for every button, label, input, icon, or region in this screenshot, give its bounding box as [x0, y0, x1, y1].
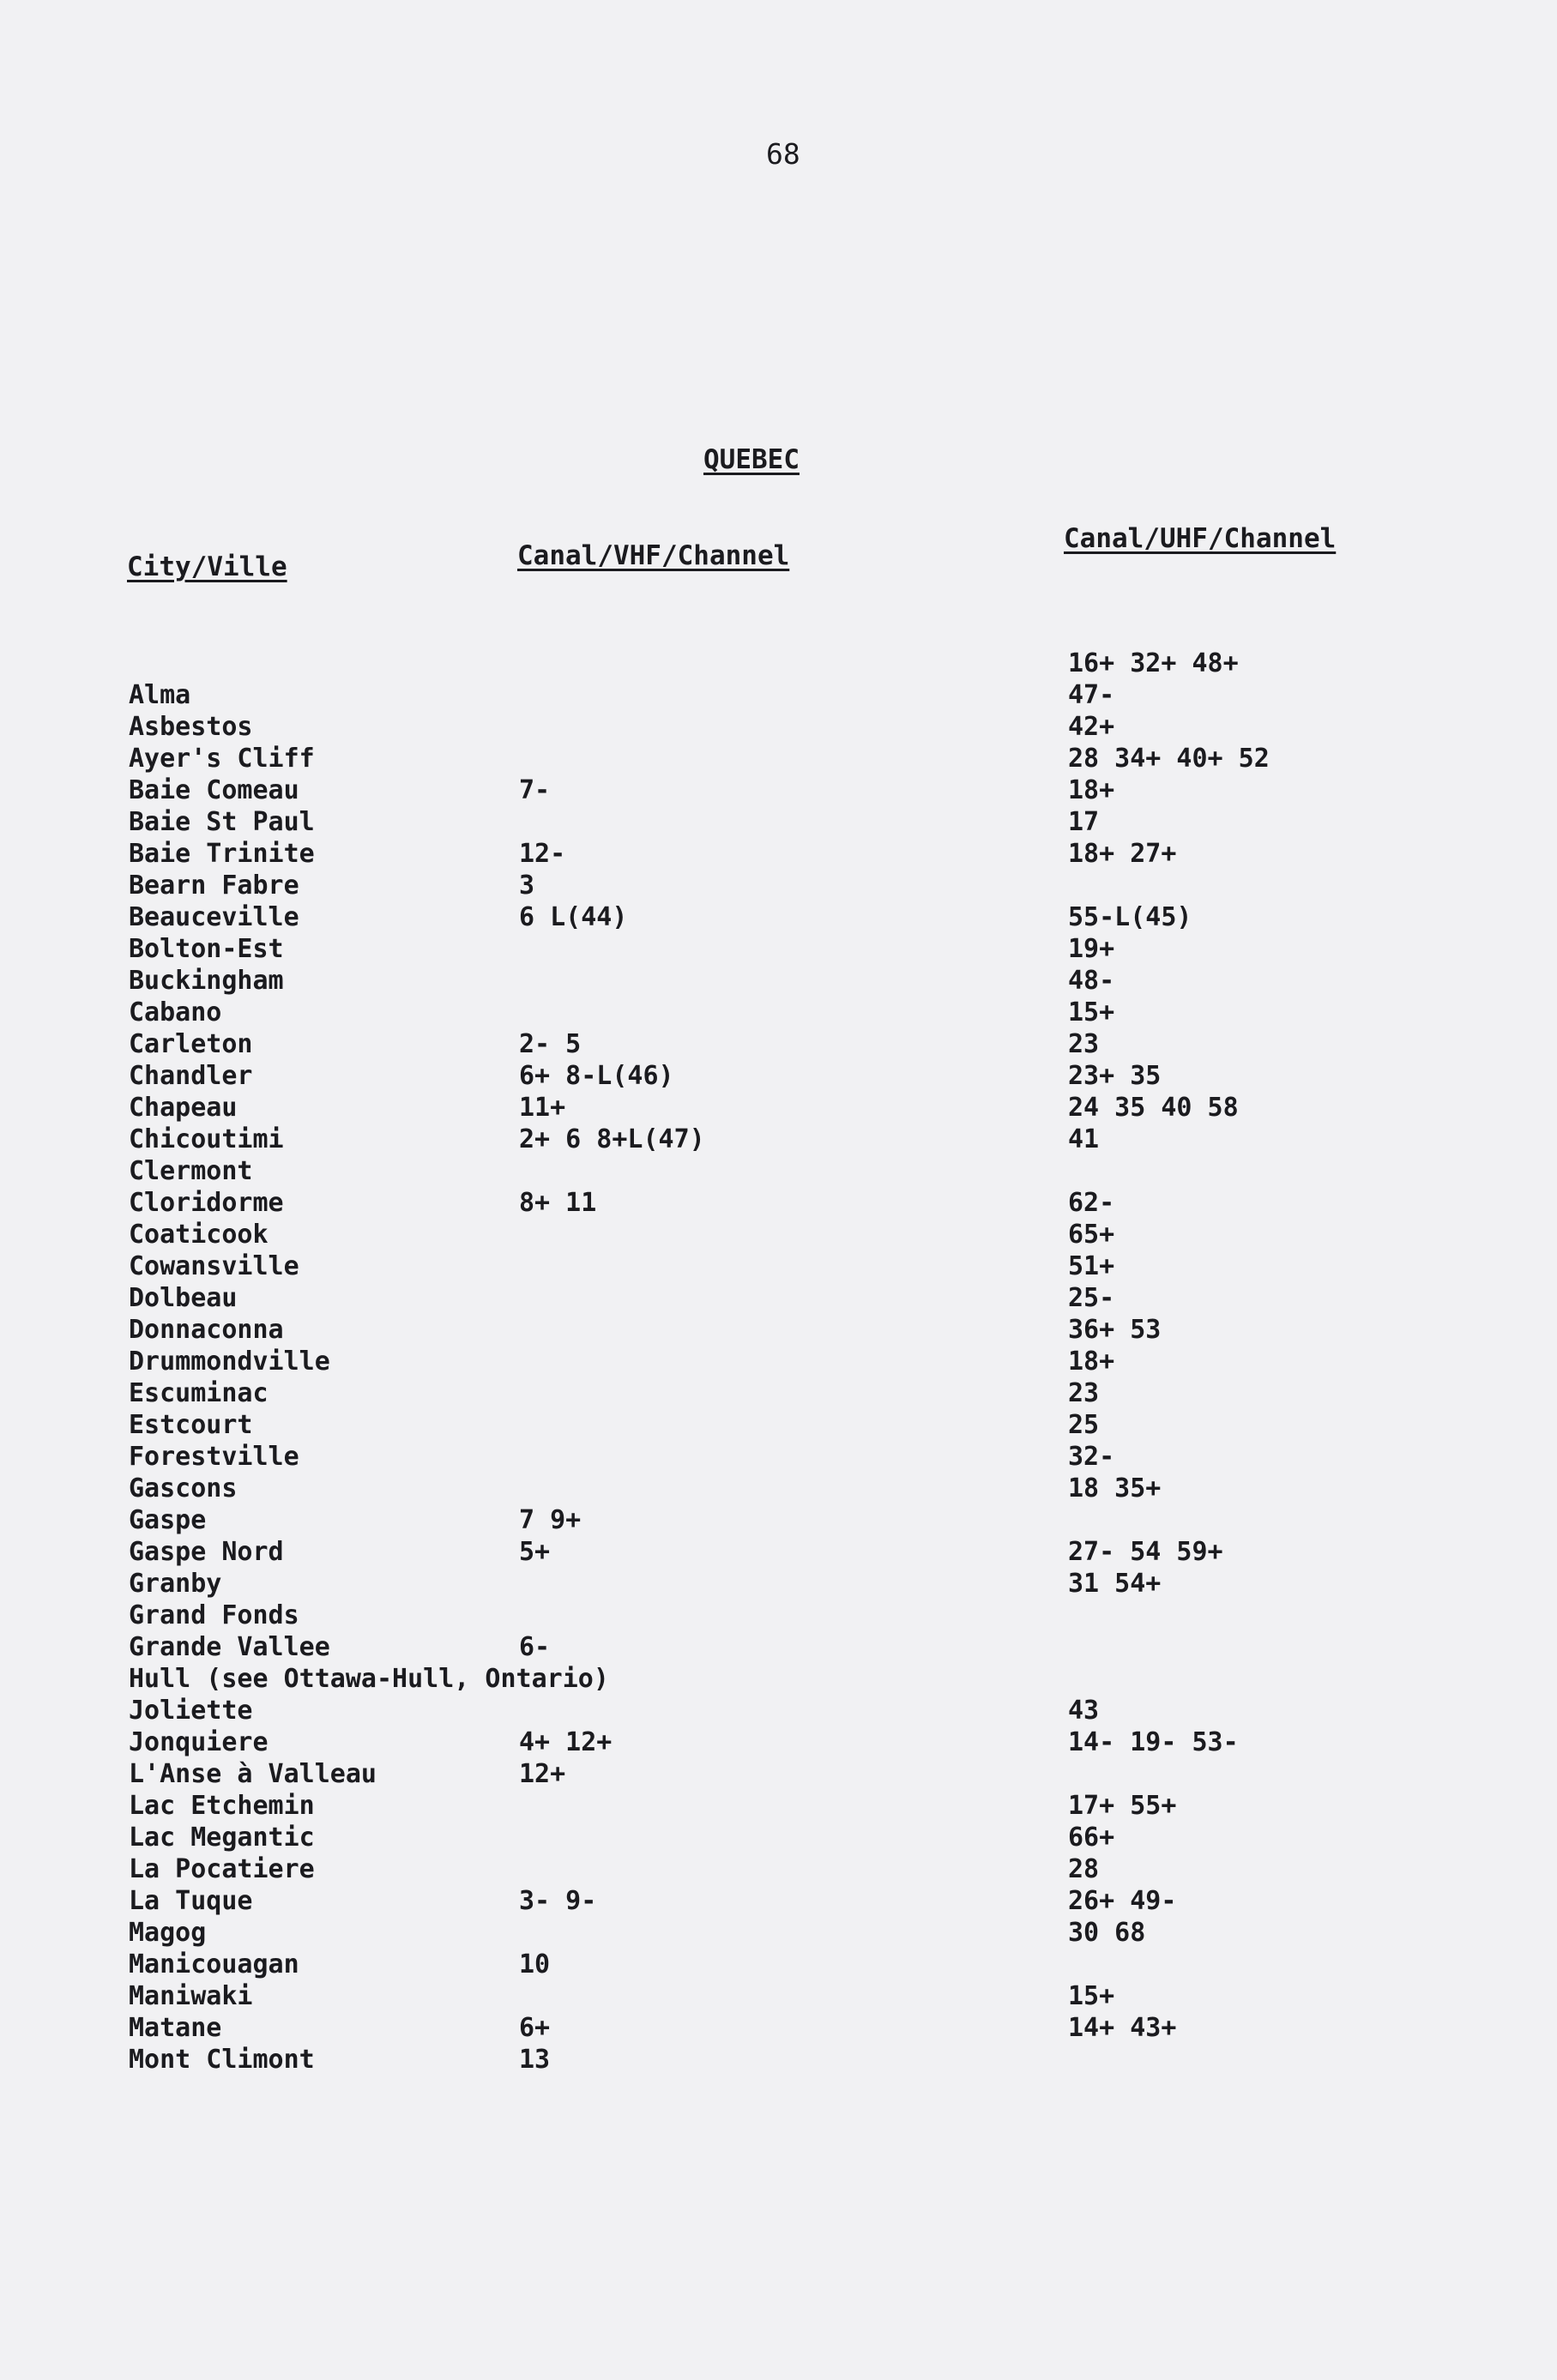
city-cell: Forestville: [129, 1442, 299, 1472]
uhf-channel-cell: 18+: [1068, 775, 1115, 805]
table-row: [0, 1917, 1557, 1949]
table-row: [0, 1314, 1557, 1346]
vhf-channel-cell: 6+: [519, 2013, 551, 2043]
city-cell: Ayer's Cliff: [129, 744, 315, 774]
uhf-channel-cell: 14- 19- 53-: [1068, 1727, 1239, 1757]
uhf-channel-cell: 18 35+: [1068, 1473, 1162, 1503]
uhf-channel-cell: 16+ 32+ 48+: [1068, 648, 1239, 678]
vhf-channel-cell: 13: [519, 2045, 551, 2075]
uhf-channel-cell: 15+: [1068, 1981, 1115, 2011]
vhf-channel-cell: 6-: [519, 1632, 551, 1662]
uhf-channel-cell: 28: [1068, 1854, 1100, 1884]
table-row: [0, 2012, 1557, 2044]
city-cell: Cloridorme: [129, 1188, 284, 1218]
city-cell: Gascons: [129, 1473, 238, 1503]
uhf-channel-cell: 26+ 49-: [1068, 1886, 1177, 1916]
table-row: [0, 1377, 1557, 1409]
vhf-channel-cell: 6+ 8-L(46): [519, 1061, 674, 1091]
table-row: [0, 901, 1557, 933]
column-header-city: City/Ville: [127, 551, 287, 582]
vhf-channel-cell: 4+ 12+: [519, 1727, 613, 1757]
table-row: [0, 1790, 1557, 1822]
vhf-channel-cell: 7-: [519, 775, 551, 805]
column-header-uhf: Canal/UHF/Channel: [1064, 523, 1337, 554]
city-cell: Bearn Fabre: [129, 871, 299, 901]
table-row: [0, 1663, 1557, 1695]
uhf-channel-cell: 17+ 55+: [1068, 1791, 1177, 1821]
vhf-channel-cell: 10: [519, 1949, 551, 1979]
uhf-channel-cell: 31 54+: [1068, 1569, 1162, 1599]
vhf-channel-cell: 12+: [519, 1759, 566, 1789]
table-row: [0, 1504, 1557, 1536]
city-cell: Maniwaki: [129, 1981, 253, 2011]
city-cell: Dolbeau: [129, 1283, 238, 1313]
table-row: [0, 965, 1557, 997]
uhf-channel-cell: 62-: [1068, 1188, 1115, 1218]
city-cell: Baie St Paul: [129, 807, 315, 837]
uhf-channel-cell: 28 34+ 40+ 52: [1068, 744, 1270, 774]
table-row: [0, 679, 1557, 711]
city-cell: Lac Megantic: [129, 1823, 315, 1853]
uhf-channel-cell: 36+ 53: [1068, 1315, 1162, 1345]
table-row: [0, 2044, 1557, 2076]
table-row: [0, 1409, 1557, 1441]
city-cell: Buckingham: [129, 966, 284, 996]
city-cell: L'Anse à Valleau: [129, 1759, 377, 1789]
city-cell: Baie Trinite: [129, 839, 315, 869]
table-row: [0, 1473, 1557, 1504]
city-cell: Escuminac: [129, 1378, 269, 1408]
table-row: [0, 1568, 1557, 1600]
city-cell: Chandler: [129, 1061, 253, 1091]
city-cell: Hull (see Ottawa-Hull, Ontario): [129, 1664, 609, 1694]
city-cell: Cabano: [129, 997, 222, 1027]
vhf-channel-cell: 3- 9-: [519, 1886, 597, 1916]
table-row: [0, 1155, 1557, 1187]
table-row: [0, 1346, 1557, 1377]
channel-table: [0, 648, 1557, 2076]
table-row: [0, 1092, 1557, 1124]
uhf-channel-cell: 23+ 35: [1068, 1061, 1162, 1091]
city-cell: Chapeau: [129, 1093, 238, 1123]
uhf-channel-cell: 23: [1068, 1378, 1100, 1408]
city-cell: Cowansville: [129, 1251, 299, 1281]
uhf-channel-cell: 51+: [1068, 1251, 1115, 1281]
uhf-channel-cell: 41: [1068, 1124, 1100, 1154]
uhf-channel-cell: 17: [1068, 807, 1100, 837]
city-cell: Matane: [129, 2013, 222, 2043]
table-row: [0, 1758, 1557, 1790]
table-row: [0, 838, 1557, 870]
page-title: QUEBEC: [703, 444, 800, 475]
vhf-channel-cell: 12-: [519, 839, 566, 869]
uhf-channel-cell: 43: [1068, 1696, 1100, 1726]
table-row: [0, 1726, 1557, 1758]
uhf-channel-cell: 23: [1068, 1029, 1100, 1059]
city-cell: Jonquiere: [129, 1727, 269, 1757]
city-cell: La Tuque: [129, 1886, 253, 1916]
city-cell: Gaspe: [129, 1505, 207, 1535]
table-row: [0, 870, 1557, 901]
city-cell: Manicouagan: [129, 1949, 299, 1979]
city-cell: Clermont: [129, 1156, 253, 1186]
uhf-channel-cell: 27- 54 59+: [1068, 1537, 1223, 1567]
city-cell: Grand Fonds: [129, 1600, 299, 1630]
uhf-channel-cell: 66+: [1068, 1823, 1115, 1853]
vhf-channel-cell: 7 9+: [519, 1505, 582, 1535]
uhf-channel-cell: 47-: [1068, 680, 1115, 710]
vhf-channel-cell: 6 L(44): [519, 902, 628, 932]
table-row: [0, 1060, 1557, 1092]
uhf-channel-cell: 30 68: [1068, 1918, 1146, 1948]
page-number: 68: [766, 137, 800, 171]
table-row: [0, 711, 1557, 743]
table-row: [0, 1441, 1557, 1473]
city-cell: Beauceville: [129, 902, 299, 932]
uhf-channel-cell: 42+: [1068, 712, 1115, 742]
vhf-channel-cell: 3: [519, 871, 535, 901]
table-row: [0, 1282, 1557, 1314]
table-row: [0, 1536, 1557, 1568]
city-cell: Magog: [129, 1918, 207, 1948]
vhf-channel-cell: 11+: [519, 1093, 566, 1123]
city-cell: Bolton-Est: [129, 934, 284, 964]
city-cell: Donnaconna: [129, 1315, 284, 1345]
city-cell: Coaticook: [129, 1220, 269, 1250]
table-row: [0, 1600, 1557, 1631]
uhf-channel-cell: 25: [1068, 1410, 1100, 1440]
table-row: [0, 1187, 1557, 1219]
uhf-channel-cell: 32-: [1068, 1442, 1115, 1472]
city-cell: Carleton: [129, 1029, 253, 1059]
table-row: [0, 1124, 1557, 1155]
table-row: [0, 648, 1557, 679]
city-cell: Joliette: [129, 1696, 253, 1726]
uhf-channel-cell: 18+ 27+: [1068, 839, 1177, 869]
city-cell: La Pocatiere: [129, 1854, 315, 1884]
table-row: [0, 1631, 1557, 1663]
uhf-channel-cell: 14+ 43+: [1068, 2013, 1177, 2043]
city-cell: Grande Vallee: [129, 1632, 330, 1662]
table-row: [0, 1028, 1557, 1060]
uhf-channel-cell: 25-: [1068, 1283, 1115, 1313]
table-row: [0, 933, 1557, 965]
table-row: [0, 774, 1557, 806]
city-cell: Drummondville: [129, 1347, 330, 1377]
city-cell: Asbestos: [129, 712, 253, 742]
vhf-channel-cell: 5+: [519, 1537, 551, 1567]
uhf-channel-cell: 19+: [1068, 934, 1115, 964]
table-row: [0, 1219, 1557, 1250]
city-cell: Granby: [129, 1569, 222, 1599]
table-row: [0, 1250, 1557, 1282]
city-cell: Alma: [129, 680, 191, 710]
uhf-channel-cell: 15+: [1068, 997, 1115, 1027]
city-cell: Chicoutimi: [129, 1124, 284, 1154]
table-row: [0, 1949, 1557, 1980]
city-cell: Lac Etchemin: [129, 1791, 315, 1821]
uhf-channel-cell: 65+: [1068, 1220, 1115, 1250]
city-cell: Gaspe Nord: [129, 1537, 284, 1567]
uhf-channel-cell: 48-: [1068, 966, 1115, 996]
vhf-channel-cell: 2- 5: [519, 1029, 582, 1059]
table-row: [0, 743, 1557, 774]
table-row: [0, 1822, 1557, 1853]
uhf-channel-cell: 18+: [1068, 1347, 1115, 1377]
table-row: [0, 1853, 1557, 1885]
table-row: [0, 1695, 1557, 1726]
column-header-vhf: Canal/VHF/Channel: [517, 540, 790, 571]
table-row: [0, 806, 1557, 838]
city-cell: Baie Comeau: [129, 775, 299, 805]
vhf-channel-cell: 8+ 11: [519, 1188, 597, 1218]
uhf-channel-cell: 55-L(45): [1068, 902, 1192, 932]
vhf-channel-cell: 2+ 6 8+L(47): [519, 1124, 705, 1154]
table-row: [0, 1885, 1557, 1917]
city-cell: Estcourt: [129, 1410, 253, 1440]
uhf-channel-cell: 24 35 40 58: [1068, 1093, 1239, 1123]
table-row: [0, 1980, 1557, 2012]
city-cell: Mont Climont: [129, 2045, 315, 2075]
table-row: [0, 997, 1557, 1028]
